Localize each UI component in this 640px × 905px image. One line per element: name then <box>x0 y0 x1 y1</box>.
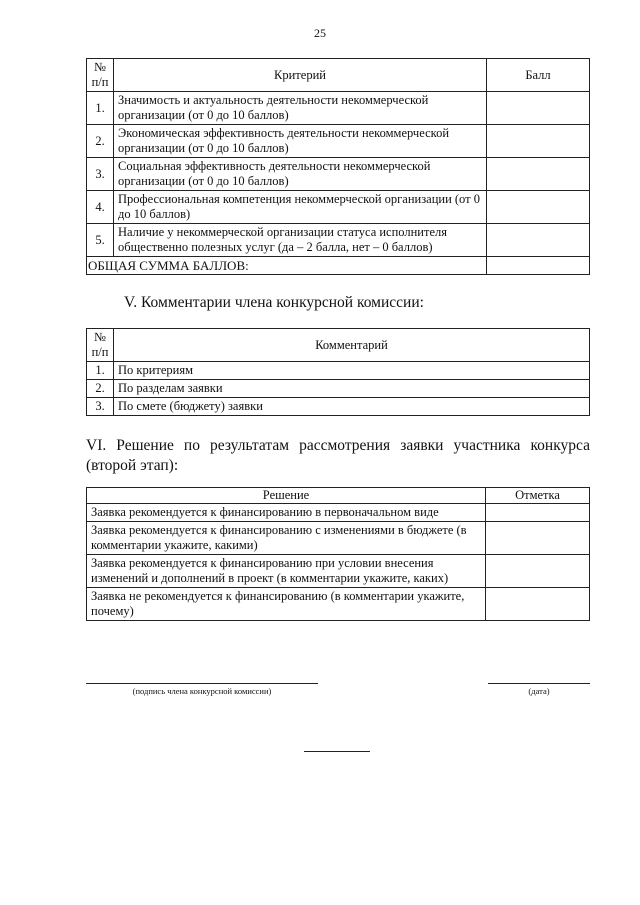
decision-row-text: Заявка рекомендуется к финансированию при условии внесения изменений и дополнений в проект (в комментарии укажите, каких) <box>87 555 486 588</box>
criteria-header-row <box>87 59 590 92</box>
comments-row-text[interactable]: По критериям <box>114 362 590 380</box>
decision-row-text: Заявка рекомендуется к финансированию с изменениями в бюджете (в комментарии укажите, какими) <box>87 522 486 555</box>
comments-row-num: 3. <box>87 398 114 416</box>
section5-title: V. Комментарии члена конкурсной комиссии: <box>124 294 424 311</box>
criteria-row <box>87 224 590 257</box>
decision-row <box>87 555 590 588</box>
decision-row <box>87 588 590 621</box>
criteria-row-score[interactable] <box>487 125 590 158</box>
decision-row-text: Заявка не рекомендуется к финансированию (в комментарии укажите, почему) <box>87 588 486 621</box>
criteria-row-num: 5. <box>87 224 114 257</box>
criteria-row-text: Профессиональная компетенция некоммерческой организации (от 0 до 10 баллов) <box>114 191 487 224</box>
decision-row-mark[interactable] <box>486 522 590 555</box>
criteria-row <box>87 158 590 191</box>
decision-row-mark[interactable] <box>486 588 590 621</box>
criteria-header-criterion: Критерий <box>114 59 487 92</box>
date-caption: (дата) <box>528 686 550 696</box>
criteria-row-text: Значимость и актуальность деятельности некоммерческой организации (от 0 до 10 баллов) <box>114 92 487 125</box>
decision-row-mark[interactable] <box>486 504 590 522</box>
comments-row <box>87 380 590 398</box>
criteria-row <box>87 191 590 224</box>
decision-row <box>87 522 590 555</box>
comments-row <box>87 362 590 380</box>
criteria-row-num: 1. <box>87 92 114 125</box>
comments-table <box>86 328 590 416</box>
criteria-header-score: Балл <box>487 59 590 92</box>
decision-header-decision: Решение <box>87 488 486 504</box>
page-number: 25 <box>314 26 326 40</box>
criteria-total-row <box>87 257 590 275</box>
comments-header-num: № п/п <box>87 329 114 362</box>
criteria-table <box>86 58 590 275</box>
decision-header-row <box>87 488 590 504</box>
criteria-row-score[interactable] <box>487 191 590 224</box>
criteria-row-num: 4. <box>87 191 114 224</box>
comments-row-num: 2. <box>87 380 114 398</box>
decision-header-mark: Отметка <box>486 488 590 504</box>
criteria-total-value[interactable] <box>487 257 590 275</box>
comments-header-comment: Комментарий <box>114 329 590 362</box>
end-divider <box>304 751 370 752</box>
signature-line[interactable] <box>86 683 318 684</box>
date-line[interactable] <box>488 683 590 684</box>
comments-header-row <box>87 329 590 362</box>
criteria-row-score[interactable] <box>487 224 590 257</box>
decision-row <box>87 504 590 522</box>
criteria-row-score[interactable] <box>487 92 590 125</box>
criteria-row-score[interactable] <box>487 158 590 191</box>
decision-table <box>86 487 590 621</box>
criteria-row-text: Социальная эффективность деятельности некоммерческой организации (от 0 до 10 баллов) <box>114 158 487 191</box>
comments-row-text[interactable]: По разделам заявки <box>114 380 590 398</box>
criteria-row-num: 3. <box>87 158 114 191</box>
comments-row-text[interactable]: По смете (бюджету) заявки <box>114 398 590 416</box>
decision-row-mark[interactable] <box>486 555 590 588</box>
section6-title: VI. Решение по результатам рассмотрения заявки участника конкурса (второй этап): <box>86 437 590 474</box>
criteria-row-text: Наличие у некоммерческой организации статуса исполнителя общественно полезных услуг (да – 2 балла, нет – 0 баллов) <box>114 224 487 257</box>
criteria-row <box>87 125 590 158</box>
criteria-row-text: Экономическая эффективность деятельности некоммерческой организации (от 0 до 10 баллов) <box>114 125 487 158</box>
criteria-header-num: № п/п <box>87 59 114 92</box>
criteria-total-label: ОБЩАЯ СУММА БАЛЛОВ: <box>87 257 487 275</box>
comments-row-num: 1. <box>87 362 114 380</box>
decision-row-text: Заявка рекомендуется к финансированию в первоначальном виде <box>87 504 486 522</box>
signature-caption: (подпись члена конкурсной комиссии) <box>132 686 272 696</box>
comments-row <box>87 398 590 416</box>
criteria-row <box>87 92 590 125</box>
criteria-row-num: 2. <box>87 125 114 158</box>
